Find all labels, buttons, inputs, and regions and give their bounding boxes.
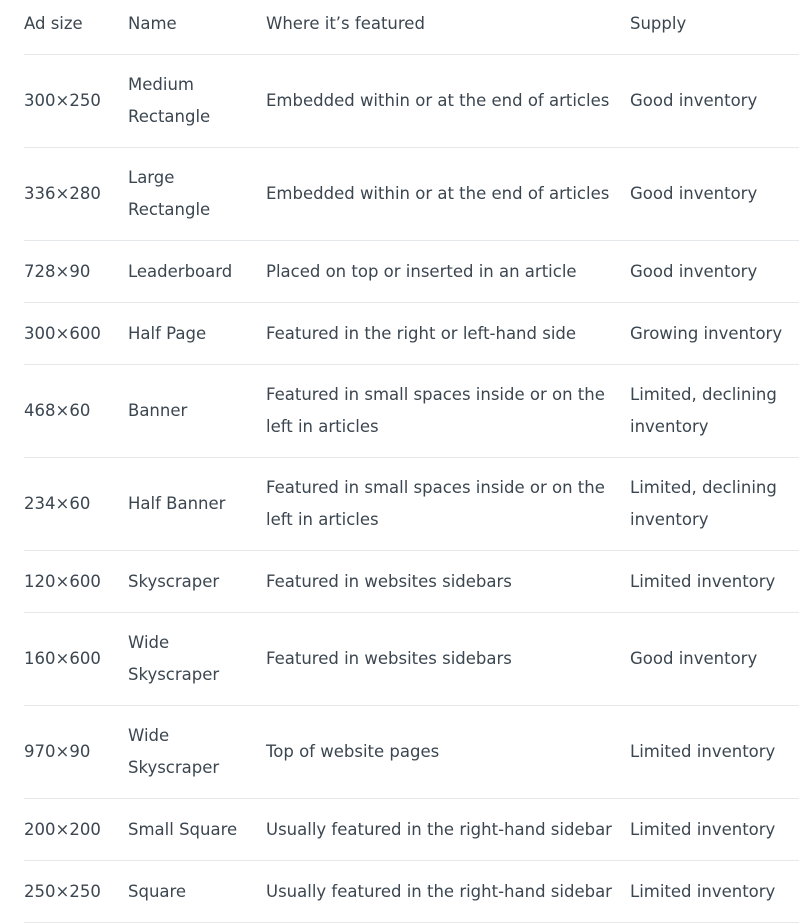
cell-name: Half Page bbox=[128, 303, 266, 365]
table-row bbox=[24, 241, 799, 303]
table-row bbox=[24, 551, 799, 613]
cell-ad-size: 970×90 bbox=[24, 706, 128, 799]
cell-where-featured: Featured in small spaces inside or on the left in articles bbox=[266, 365, 630, 458]
cell-supply: Growing inventory bbox=[630, 303, 799, 365]
cell-supply: Good inventory bbox=[630, 55, 799, 148]
cell-name: Wide Skyscraper bbox=[128, 706, 266, 799]
cell-ad-size: 300×600 bbox=[24, 303, 128, 365]
table-row bbox=[24, 861, 799, 923]
cell-where-featured: Embedded within or at the end of articles bbox=[266, 55, 630, 148]
header-ad-size: Ad size bbox=[24, 0, 128, 55]
table-header bbox=[24, 0, 799, 55]
cell-name: Leaderboard bbox=[128, 241, 266, 303]
ad-sizes-table-container bbox=[24, 0, 799, 923]
cell-name: Skyscraper bbox=[128, 551, 266, 613]
header-supply: Supply bbox=[630, 0, 799, 55]
cell-where-featured: Featured in websites sidebars bbox=[266, 551, 630, 613]
table-row bbox=[24, 365, 799, 458]
cell-where-featured: Embedded within or at the end of articles bbox=[266, 148, 630, 241]
cell-where-featured: Featured in the right or left-hand side bbox=[266, 303, 630, 365]
cell-supply: Limited, declining inventory bbox=[630, 365, 799, 458]
cell-supply: Limited inventory bbox=[630, 861, 799, 923]
cell-name: Small Square bbox=[128, 799, 266, 861]
cell-name: Half Banner bbox=[128, 458, 266, 551]
cell-where-featured: Usually featured in the right-hand sidebar bbox=[266, 861, 630, 923]
cell-ad-size: 200×200 bbox=[24, 799, 128, 861]
table-row bbox=[24, 55, 799, 148]
cell-where-featured: Featured in small spaces inside or on the left in articles bbox=[266, 458, 630, 551]
cell-ad-size: 336×280 bbox=[24, 148, 128, 241]
table-row bbox=[24, 799, 799, 861]
cell-name: Square bbox=[128, 861, 266, 923]
cell-supply: Limited inventory bbox=[630, 551, 799, 613]
cell-where-featured: Usually featured in the right-hand sidebar bbox=[266, 799, 630, 861]
cell-ad-size: 468×60 bbox=[24, 365, 128, 458]
header-name: Name bbox=[128, 0, 266, 55]
table-row bbox=[24, 458, 799, 551]
cell-ad-size: 300×250 bbox=[24, 55, 128, 148]
cell-supply: Good inventory bbox=[630, 613, 799, 706]
cell-where-featured: Top of website pages bbox=[266, 706, 630, 799]
cell-name: Large Rectangle bbox=[128, 148, 266, 241]
table-row bbox=[24, 613, 799, 706]
cell-where-featured: Placed on top or inserted in an article bbox=[266, 241, 630, 303]
header-row bbox=[24, 0, 799, 55]
cell-ad-size: 234×60 bbox=[24, 458, 128, 551]
table-body bbox=[24, 55, 799, 923]
header-where-featured: Where it’s featured bbox=[266, 0, 630, 55]
cell-name: Wide Skyscraper bbox=[128, 613, 266, 706]
table-row bbox=[24, 706, 799, 799]
cell-ad-size: 728×90 bbox=[24, 241, 128, 303]
cell-supply: Limited inventory bbox=[630, 799, 799, 861]
cell-supply: Limited inventory bbox=[630, 706, 799, 799]
table-row bbox=[24, 303, 799, 365]
table-row bbox=[24, 148, 799, 241]
cell-supply: Good inventory bbox=[630, 241, 799, 303]
ad-sizes-table bbox=[24, 0, 799, 923]
cell-supply: Limited, declining inventory bbox=[630, 458, 799, 551]
cell-name: Medium Rectangle bbox=[128, 55, 266, 148]
cell-name: Banner bbox=[128, 365, 266, 458]
cell-ad-size: 160×600 bbox=[24, 613, 128, 706]
cell-ad-size: 120×600 bbox=[24, 551, 128, 613]
cell-ad-size: 250×250 bbox=[24, 861, 128, 923]
cell-supply: Good inventory bbox=[630, 148, 799, 241]
cell-where-featured: Featured in websites sidebars bbox=[266, 613, 630, 706]
